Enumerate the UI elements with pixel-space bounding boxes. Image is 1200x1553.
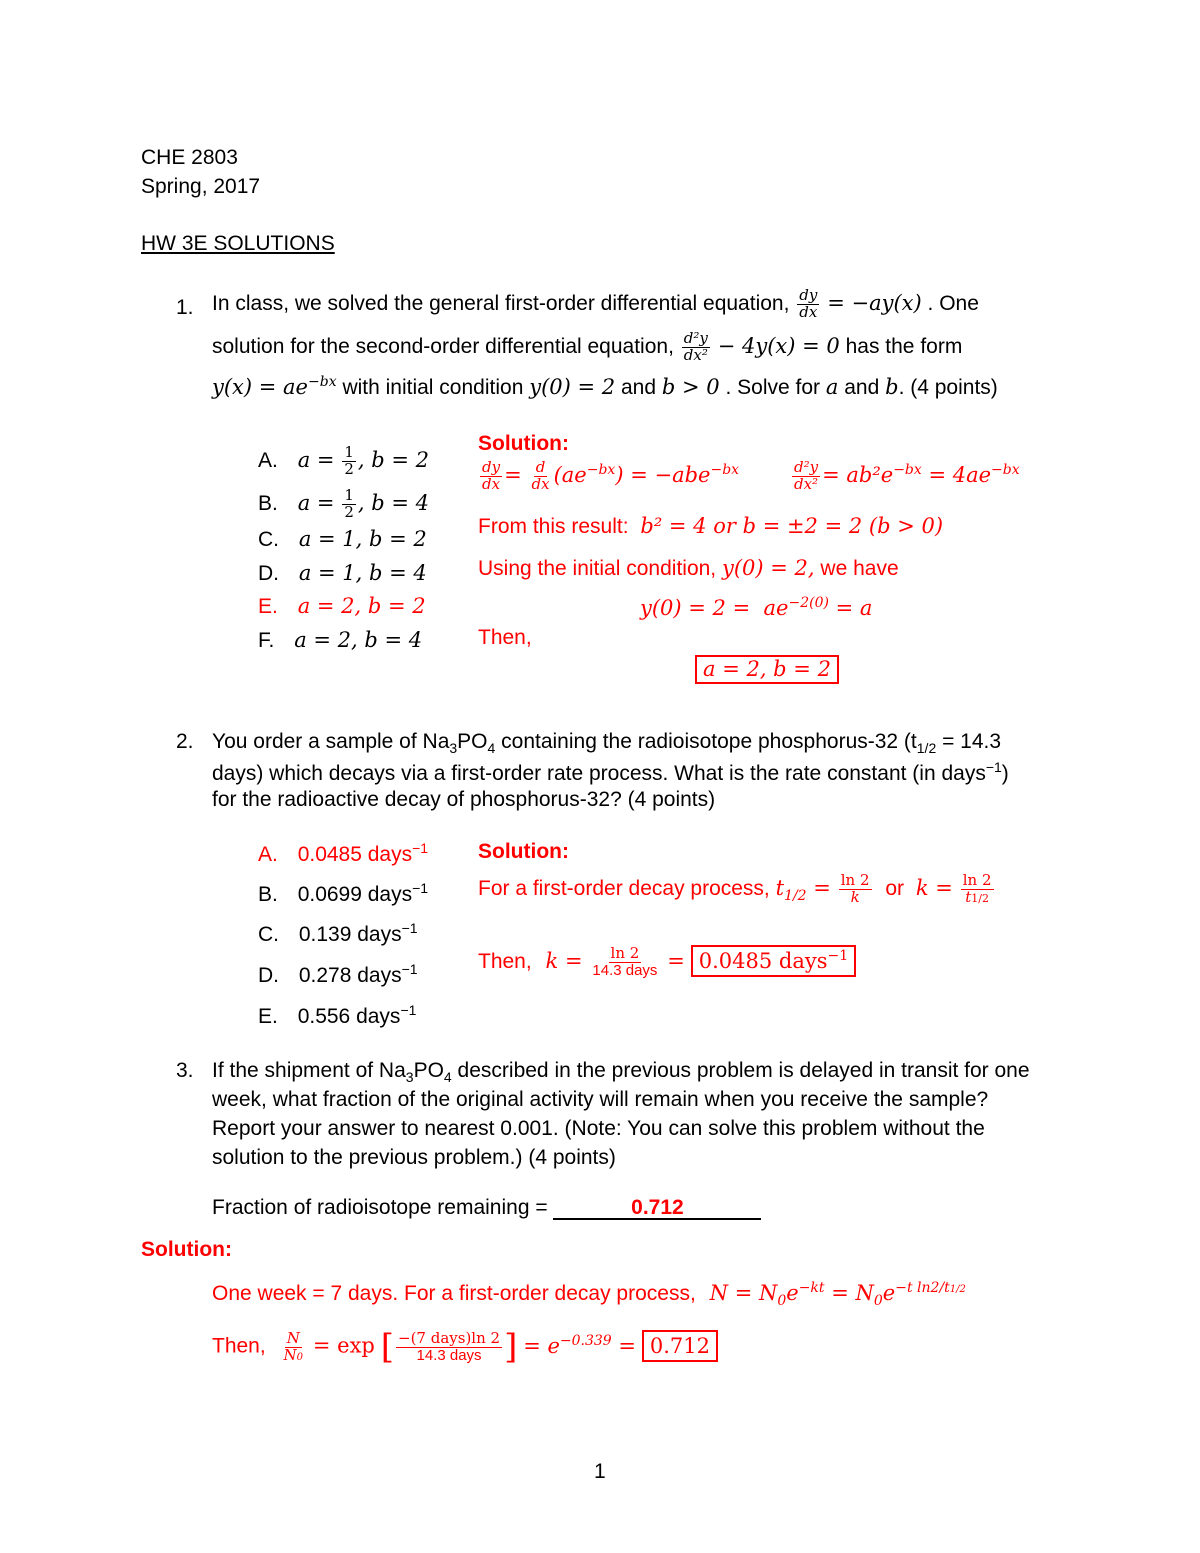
d-dx-fraction: $\frac{d}{dx}$ xyxy=(531,458,550,493)
option-sup: −1 xyxy=(412,880,429,896)
exp-denominator: 14.3 days xyxy=(416,1346,482,1364)
option-letter: A. xyxy=(258,843,278,866)
k-eq: k = xyxy=(545,948,583,973)
q1-line1 xyxy=(212,288,979,321)
half-life-eq: $t_{1/2}$ = xyxy=(775,875,831,904)
q1-and2: and xyxy=(844,376,880,399)
q3-solution-heading: Solution: xyxy=(141,1238,232,1261)
q1-b-cond: b > 0 xyxy=(661,375,720,399)
dy-dx-fraction: $\frac{dy}{dx}$ xyxy=(482,458,501,493)
option-sup: −1 xyxy=(400,1002,417,1018)
q1-form-exp: −bx xyxy=(308,374,337,390)
right-bracket: ] xyxy=(504,1327,518,1367)
option-sup: −1 xyxy=(412,840,429,856)
q3-sub: 3 xyxy=(405,1069,414,1085)
q3-line3: Report your answer to nearest 0.001. (Note: You can solve this problem without the xyxy=(212,1117,985,1140)
exp-result: = $e^{-0.339}$ = xyxy=(523,1332,636,1358)
option-value: 0.556 days xyxy=(297,1005,401,1028)
option-letter: A. xyxy=(258,448,278,472)
option-value: 0.0699 days xyxy=(297,883,413,906)
option-letter: F. xyxy=(258,629,275,652)
q1-option-f xyxy=(258,630,422,651)
ln2-over-thalf: $\frac{\ln 2}{t1/2}$ xyxy=(962,871,992,906)
q1-solution-derivative1 xyxy=(478,460,739,493)
q1-ic-eq: y(0) = 2 xyxy=(529,375,616,399)
ic-eq: y(0) = 2, xyxy=(721,556,815,580)
left-bracket: [ xyxy=(380,1327,394,1367)
q1-solve-text: . Solve for xyxy=(725,376,821,399)
ic-text: Using the initial condition, xyxy=(478,557,717,580)
q2-solution-line1 xyxy=(478,873,996,906)
option-value: 0.139 days xyxy=(298,923,402,946)
option-letter: E. xyxy=(258,1005,278,1028)
solution-text: One week = 7 days. For a first-order decay process, xyxy=(212,1282,696,1305)
exp-numerator: −(7 days)ln 2 xyxy=(398,1328,501,1347)
eq-part: $(ae^{-bx}) = -abe^{-bx}$ xyxy=(553,461,740,487)
q1-solution-ic-result: $y(0) = 2 = ae^{-2(0)} = a$ xyxy=(640,595,873,620)
q3-solution-then xyxy=(212,1327,718,1367)
option-value: a = 1, b = 4 xyxy=(298,561,427,585)
answer-blank: 0.712 xyxy=(553,1197,761,1220)
option-value: a = 2, b = 2 xyxy=(297,594,426,618)
dy-dx-fraction: $\frac{dy}{dx}$ xyxy=(799,286,818,321)
q1-and: and xyxy=(620,376,657,399)
q2-sub: 3 xyxy=(449,740,458,756)
q2-text: containing the radioisotope phosphorus-32 (t xyxy=(495,730,917,753)
q1-b-var: b xyxy=(885,375,899,399)
q3-text: PO xyxy=(413,1059,444,1082)
course-code: CHE 2803 xyxy=(141,146,238,169)
q2-text: = 14.3 xyxy=(936,730,1002,753)
option-letter: E. xyxy=(258,595,278,618)
q1-option-e-correct xyxy=(258,596,426,617)
q2-sub: 4 xyxy=(487,740,496,756)
q3-number: 3. xyxy=(176,1059,194,1082)
k-numerator: ln 2 xyxy=(610,944,640,962)
q2-solution-then xyxy=(478,946,856,979)
q2-option-c xyxy=(258,921,418,945)
q1-a-var: a xyxy=(825,375,839,399)
q1-option-b xyxy=(258,488,429,521)
decay-eq: $N = N_0e^{-kt} = N_0e^{-t ln2/t1/2}$ xyxy=(709,1280,966,1309)
q3-text: described in the previous problem is delayed in transit for one xyxy=(451,1059,1030,1082)
final-sup: −1 xyxy=(827,947,849,964)
solution-then: Then, xyxy=(478,949,532,973)
term: Spring, 2017 xyxy=(141,175,261,198)
exp-label: = exp xyxy=(312,1333,375,1358)
d2y-dx2-fraction: $\frac{\text{d²y}}{\text{dx²}}$ xyxy=(683,329,708,364)
k-eq: k = xyxy=(915,875,953,900)
option-letter: C. xyxy=(258,923,279,946)
q1-solution-ic xyxy=(478,558,899,579)
eq-part: = $ab^2e^{-bx} = 4ae^{-bx}$ xyxy=(822,461,1020,487)
q3-line4: solution to the previous problem.) (4 points) xyxy=(212,1146,616,1169)
option-letter: D. xyxy=(258,964,279,987)
page-number: 1 xyxy=(594,1460,606,1483)
q2-final-answer-box xyxy=(691,945,856,977)
option-value-b: , b = 2 xyxy=(357,447,429,472)
option-sup: −1 xyxy=(401,961,418,977)
q1-line2-eq: − 4y(x) = 0 xyxy=(717,333,840,358)
q1-line1-eq: = −ay(x) xyxy=(827,290,922,315)
q2-text: You order a sample of Na xyxy=(212,730,450,753)
q1-line2-tail: has the form xyxy=(845,334,963,358)
option-value: a = 2, b = 4 xyxy=(294,628,423,652)
q1-solution-result xyxy=(478,516,943,537)
q3-line1 xyxy=(212,1060,1030,1084)
q2-solution-heading: Solution: xyxy=(478,840,569,863)
q1-points: . (4 points) xyxy=(898,376,998,399)
solution-then: Then, xyxy=(212,1334,266,1358)
option-value: 0.0485 days xyxy=(297,843,413,866)
option-letter: D. xyxy=(258,562,279,585)
q2-sub: 1/2 xyxy=(916,740,937,756)
q1-option-d xyxy=(258,563,427,584)
solution-or: or xyxy=(885,876,905,900)
half-fraction: $\frac{1}{2}$ xyxy=(344,486,354,521)
final-value: 0.0485 days xyxy=(698,948,828,973)
k-fraction xyxy=(590,946,659,979)
q1-line1-tail: . One xyxy=(927,291,979,315)
result-eq: b² = 4 or b = ±2 = 2 (b > 0) xyxy=(640,514,944,538)
option-value-b: , b = 4 xyxy=(357,490,429,515)
q3-solution-line1 xyxy=(212,1281,966,1308)
q2-number: 2. xyxy=(176,730,194,753)
q3-answer-line xyxy=(212,1197,761,1220)
n-over-n0: $\frac{N}{N0}$ xyxy=(283,1328,304,1364)
option-value: a = xyxy=(297,447,335,472)
q1-option-c xyxy=(258,529,427,550)
option-letter: C. xyxy=(258,528,279,551)
option-sup: −1 xyxy=(401,920,418,936)
q2-line1 xyxy=(212,731,1001,755)
option-value: a = xyxy=(297,490,335,515)
eq-part: = xyxy=(504,462,522,487)
option-value: 0.278 days xyxy=(298,964,402,987)
q2-option-b xyxy=(258,881,428,905)
equals: = xyxy=(667,948,685,973)
q3-line2: week, what fraction of the original activity will remain when you receive the sample? xyxy=(212,1088,989,1111)
q2-sup: −1 xyxy=(985,759,1002,775)
q2-option-e xyxy=(258,1003,416,1027)
q2-text: days) which decays via a first-order rate process. What is the rate constant (in days xyxy=(212,762,986,785)
q2-option-a-correct xyxy=(258,841,428,865)
q2-line3: for the radioactive decay of phosphorus-32? (4 points) xyxy=(212,788,716,811)
q1-form-eq: y(x) = ae xyxy=(212,375,308,399)
answer-label: Fraction of radioisotope remaining = xyxy=(212,1196,548,1219)
q3-final-answer-box: 0.712 xyxy=(642,1330,718,1362)
q1-solution-heading: Solution: xyxy=(478,432,569,455)
k-denominator: 14.3 days xyxy=(592,961,658,979)
solution-text: For a first-order decay process, xyxy=(478,876,770,900)
option-letter: B. xyxy=(258,883,278,906)
q2-line2 xyxy=(212,760,1009,784)
q1-solution-then: Then, xyxy=(478,626,532,649)
q2-text: ) xyxy=(1001,762,1009,785)
option-value: a = 1, b = 2 xyxy=(298,527,427,551)
q1-line3 xyxy=(212,375,998,398)
q2-text: PO xyxy=(457,730,488,753)
q3-sub: 4 xyxy=(443,1069,452,1085)
ic-tail: we have xyxy=(820,557,899,580)
q1-ic-text: with initial condition xyxy=(342,376,524,399)
q1-final-answer-box: a = 2, b = 2 xyxy=(695,655,839,684)
q1-solution-derivative2 xyxy=(790,460,1020,493)
q1-option-a xyxy=(258,445,429,478)
page-title: HW 3E SOLUTIONS xyxy=(141,232,335,255)
result-label: From this result: xyxy=(478,515,629,538)
ln2-over-k: $\frac{\ln 2}{k}$ xyxy=(840,871,870,906)
d2y-dx2-fraction: $\frac{\text{d²y}}{\text{dx²}}$ xyxy=(794,458,819,493)
q1-line2 xyxy=(212,331,962,364)
exp-fraction xyxy=(396,1328,502,1364)
q1-line2-text: solution for the second-order differential equation, xyxy=(212,334,674,358)
q2-option-d xyxy=(258,962,418,986)
q3-text: If the shipment of Na xyxy=(212,1059,406,1082)
q1-number: 1. xyxy=(176,296,194,319)
option-letter: B. xyxy=(258,491,278,515)
q1-line1-text: In class, we solved the general first-order differential equation, xyxy=(212,291,790,315)
half-fraction: $\frac{1}{2}$ xyxy=(344,443,354,478)
